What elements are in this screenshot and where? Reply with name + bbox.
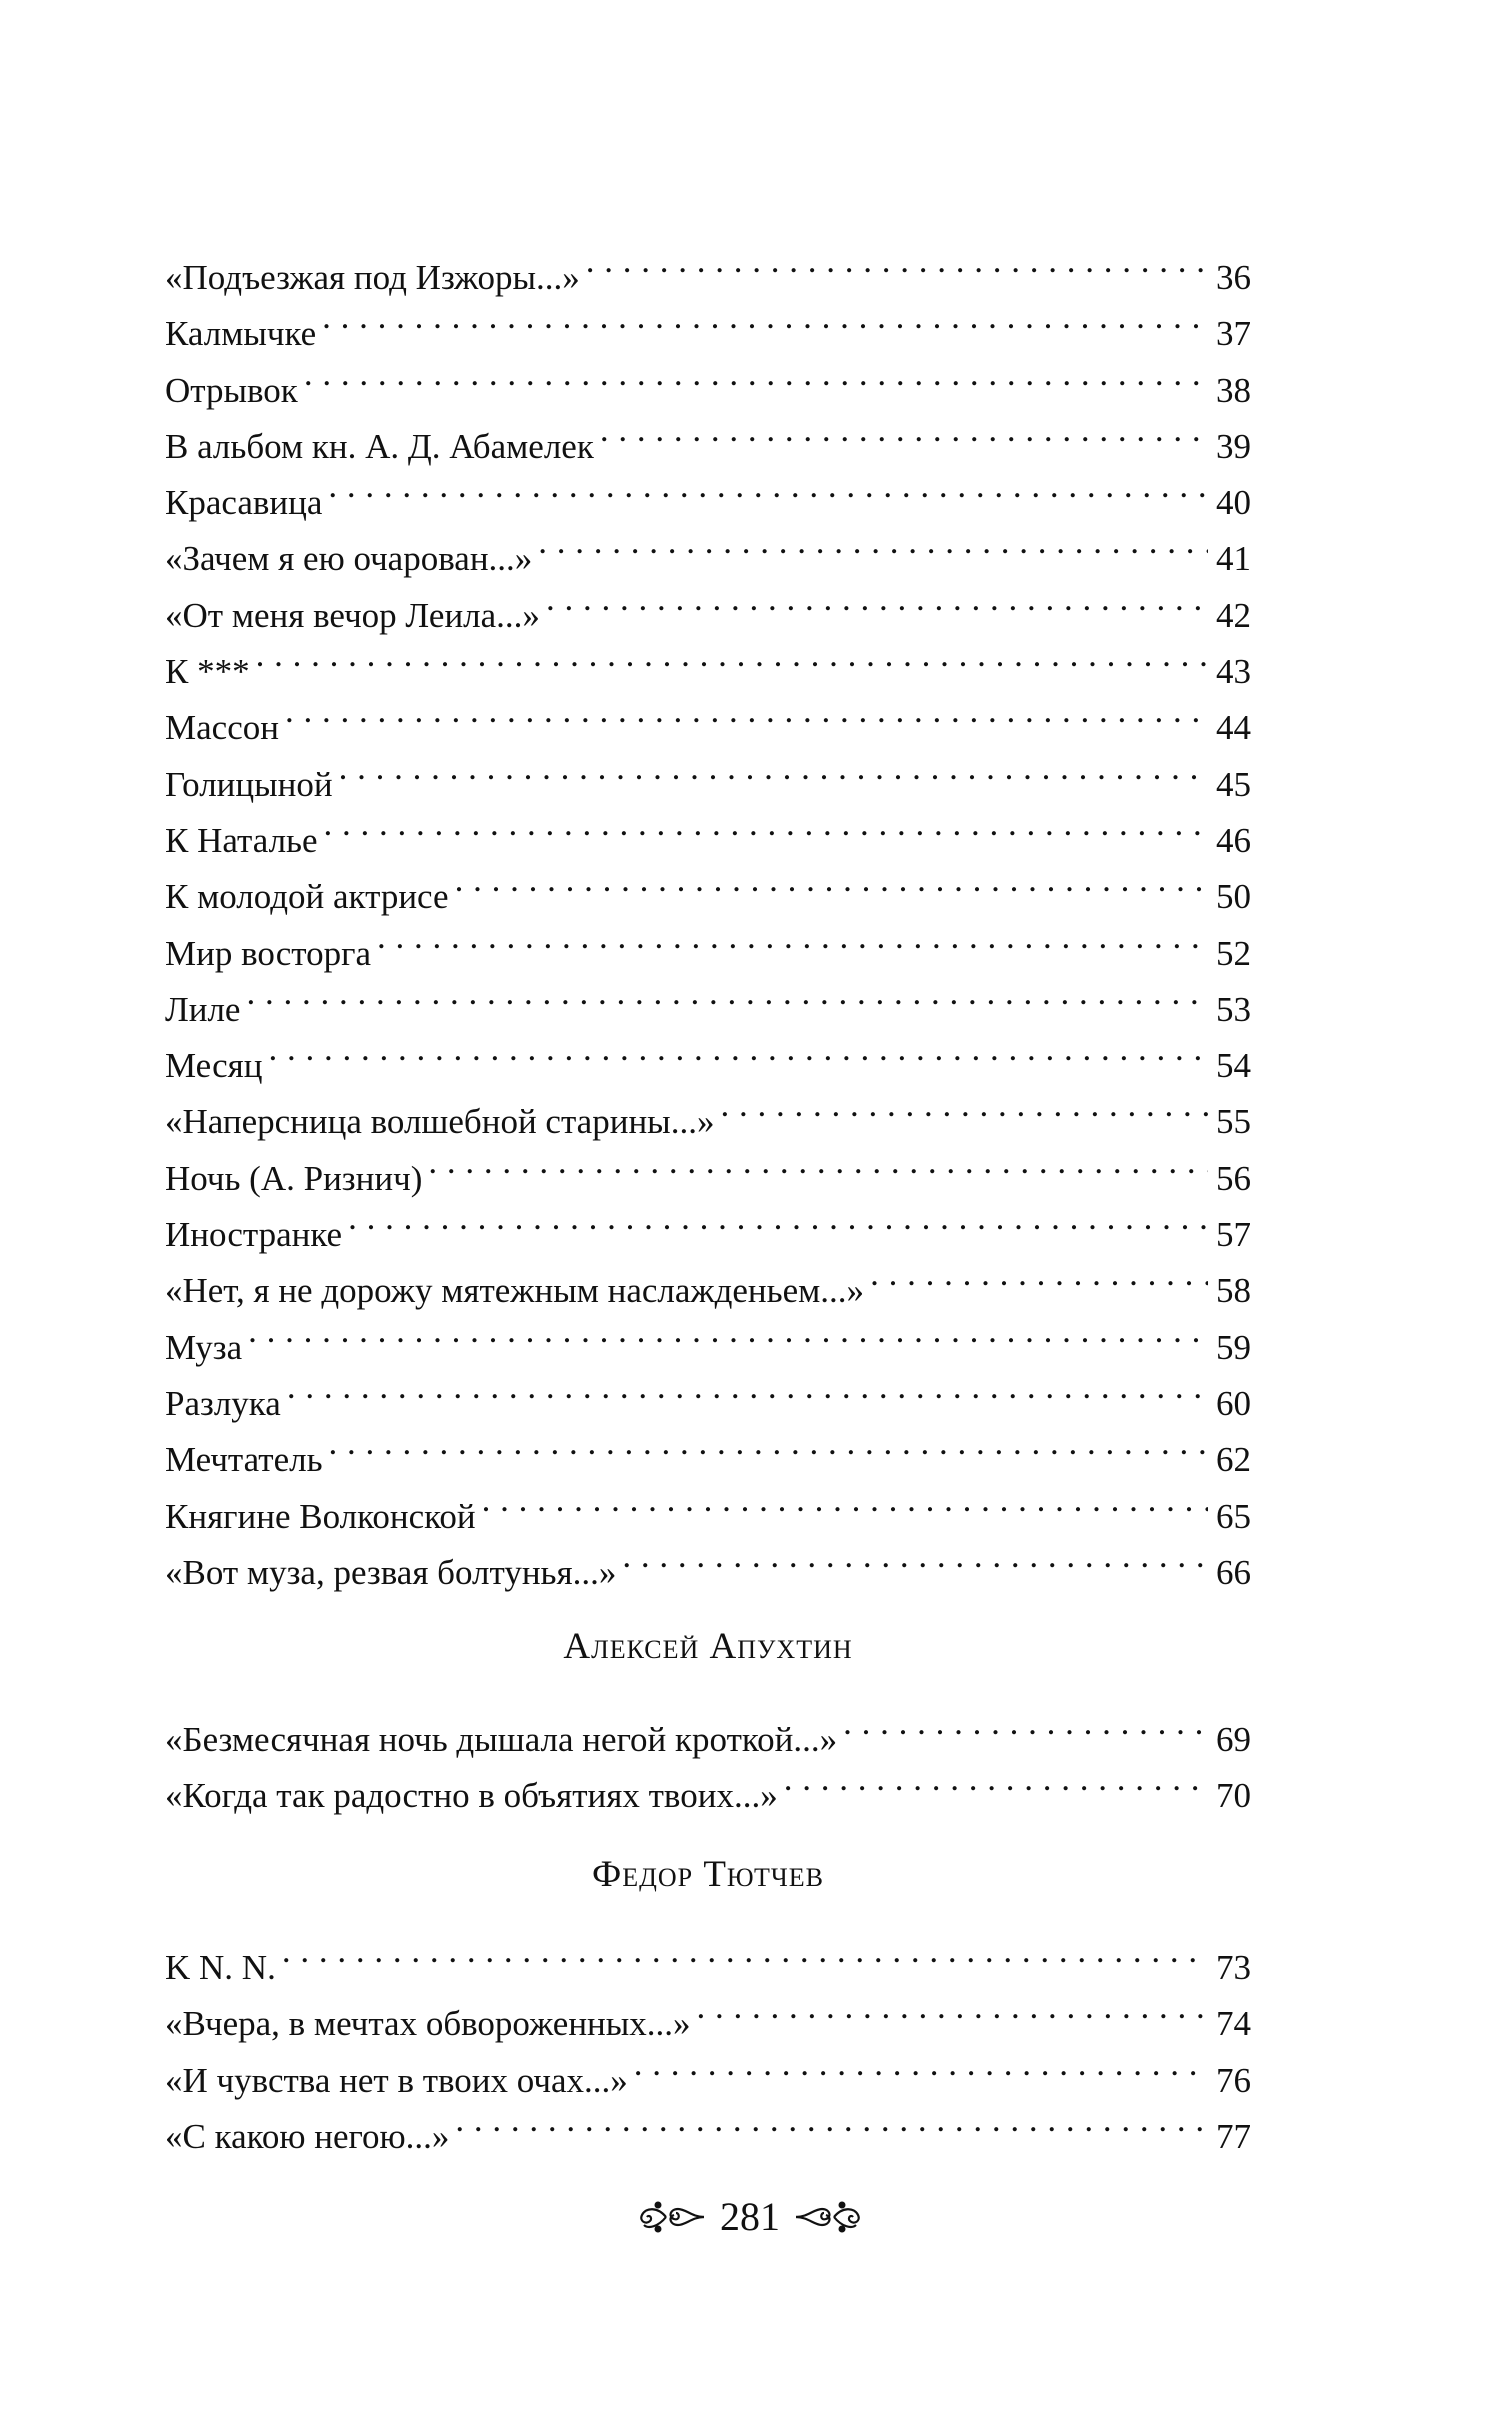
- dot-leader: [285, 683, 1208, 739]
- dot-leader: [322, 289, 1208, 345]
- toc-entry-page-number: 43: [1216, 652, 1251, 692]
- toc-entry-title: Калмычке: [165, 314, 317, 354]
- dot-leader: [339, 740, 1208, 796]
- dot-leader: [304, 346, 1208, 402]
- toc-entry-page-number: 36: [1216, 258, 1251, 297]
- dot-leader: [697, 1979, 1208, 2035]
- dot-leader: [843, 1695, 1208, 1751]
- toc-entry-title: К молодой актрисе: [165, 877, 449, 917]
- toc-entry-title: «От меня вечор Леила...»: [165, 595, 540, 635]
- toc-entry-page-number: 76: [1216, 2060, 1251, 2100]
- toc-entry: [165, 402, 1251, 466]
- toc-entry-page-number: 66: [1216, 1552, 1251, 1592]
- page-number: 281: [720, 2194, 780, 2239]
- toc-entry-title: Мир восторга: [165, 933, 372, 973]
- toc-entry: [165, 1303, 1251, 1367]
- toc-entry-title: Иностранке: [165, 1215, 343, 1255]
- dot-leader: [256, 627, 1208, 683]
- toc-entry: [165, 965, 1251, 1029]
- toc-entry-title: Месяц: [165, 1046, 263, 1086]
- toc-entry: [165, 1077, 1251, 1142]
- toc-entry: [165, 1021, 1251, 1086]
- toc-entry-title: Голицыной: [165, 764, 333, 804]
- toc-entry: [165, 1979, 1251, 2044]
- dot-leader: [428, 1134, 1208, 1190]
- toc-entry-title: Мечтатель: [165, 1440, 323, 1480]
- toc-entry: [165, 796, 1251, 860]
- dot-leader: [328, 458, 1208, 514]
- toc-entry-page-number: 45: [1216, 764, 1251, 804]
- toc-entry-page-number: 54: [1216, 1046, 1251, 1086]
- dot-leader: [248, 1303, 1208, 1359]
- dot-leader: [870, 1246, 1208, 1302]
- toc-entry-page-number: 74: [1216, 2004, 1251, 2044]
- toc-entry-title: Княгине Волконской: [165, 1496, 476, 1536]
- toc-entry-page-number: 57: [1216, 1215, 1251, 1255]
- dot-leader: [538, 514, 1208, 570]
- dot-leader: [282, 1923, 1208, 1979]
- toc-entry: [165, 1359, 1251, 1423]
- toc-entry-page-number: 53: [1216, 989, 1251, 1029]
- toc-entry: [165, 233, 1251, 297]
- dot-leader: [600, 402, 1208, 458]
- toc-entry: [165, 289, 1251, 354]
- toc-entry-title: «Безмесячная ночь дышала негой кроткой...»: [165, 1720, 838, 1759]
- dot-leader: [377, 909, 1208, 965]
- dot-leader: [268, 1021, 1208, 1077]
- toc-entry-page-number: 69: [1216, 1720, 1251, 1759]
- toc-entry-page-number: 60: [1216, 1383, 1251, 1423]
- toc-entry-title: К Наталье: [165, 820, 318, 860]
- toc-entry-page-number: 42: [1216, 595, 1251, 635]
- toc-entry-page-number: 70: [1216, 1776, 1251, 1816]
- toc-entry-page-number: 44: [1216, 708, 1251, 748]
- toc-entry: [165, 683, 1251, 748]
- toc-entry-page-number: 38: [1216, 370, 1251, 410]
- dot-leader: [784, 1751, 1208, 1807]
- toc-entry-title: «Наперсница волшебной старины...»: [165, 1102, 715, 1142]
- toc-entry-title: «Вот муза, резвая болтунья...»: [165, 1552, 617, 1592]
- toc-entry-title: Массон: [165, 708, 279, 748]
- toc-entry-page-number: 58: [1216, 1271, 1251, 1311]
- toc-entry-page-number: 59: [1216, 1327, 1251, 1367]
- dot-leader: [246, 965, 1208, 1021]
- toc-entry-page-number: 52: [1216, 933, 1251, 973]
- toc-entry: [165, 1695, 1251, 1759]
- dot-leader: [455, 2092, 1208, 2148]
- toc-list-apukhtin: [165, 1695, 1251, 1816]
- toc-entry-title: В альбом кн. А. Д. Абамелек: [165, 426, 594, 466]
- toc-entry-title: «Зачем я ею очарован...»: [165, 539, 533, 579]
- toc-entry-page-number: 41: [1216, 539, 1251, 579]
- toc-entry-title: Разлука: [165, 1383, 281, 1423]
- toc-entry-page-number: 56: [1216, 1158, 1251, 1198]
- dot-leader: [348, 1190, 1208, 1246]
- toc-entry-title: «Нет, я не дорожу мятежным наслажденьем...»: [165, 1271, 865, 1311]
- toc-entry-page-number: 37: [1216, 314, 1251, 354]
- dot-leader: [482, 1472, 1208, 1528]
- toc-entry-title: «И чувства нет в твоих очах...»: [165, 2060, 628, 2100]
- section-heading-tyutchev: Федор Тютчев: [591, 1854, 824, 1895]
- toc-entry-page-number: 46: [1216, 820, 1251, 860]
- toc-entry-page-number: 55: [1216, 1102, 1251, 1142]
- dot-leader: [634, 2036, 1208, 2092]
- toc-entry: [165, 1923, 1251, 1987]
- toc-entry-title: Муза: [165, 1327, 243, 1367]
- dot-leader: [720, 1077, 1208, 1133]
- dot-leader: [622, 1528, 1208, 1584]
- flourish-ornament-icon: [794, 2197, 864, 2237]
- toc-entry: [165, 458, 1251, 523]
- toc-entry-title: Отрывок: [165, 370, 298, 410]
- toc-entry-title: Лиле: [165, 989, 241, 1029]
- toc-entry-title: «Вчера, в мечтах обвороженных...»: [165, 2004, 691, 2044]
- dot-leader: [546, 571, 1208, 627]
- toc-entry-title: K N. N.: [165, 1948, 276, 1987]
- toc-entry-page-number: 77: [1216, 2116, 1251, 2156]
- toc-entry-title: Ночь (А. Ризнич): [165, 1158, 423, 1198]
- flourish-ornament-icon: [636, 2197, 706, 2237]
- dot-leader: [324, 796, 1208, 852]
- dot-leader: [329, 1415, 1208, 1471]
- toc-entry-page-number: 62: [1216, 1440, 1251, 1480]
- dot-leader: [455, 852, 1208, 908]
- toc-entry: [165, 1415, 1251, 1480]
- toc-entry: [165, 346, 1251, 410]
- toc-entry-page-number: 39: [1216, 426, 1251, 466]
- toc-entry-title: Красавица: [165, 483, 323, 523]
- toc-entry-title: «Когда так радостно в объятиях твоих...»: [165, 1776, 778, 1816]
- toc-entry-title: «Подъезжая под Изжоры...»: [165, 258, 580, 297]
- toc-entry-page-number: 50: [1216, 877, 1251, 917]
- toc-entry: [165, 740, 1251, 804]
- toc-list-pushkin: [165, 233, 1251, 1592]
- toc-entry: [165, 627, 1251, 692]
- section-heading-apukhtin: Алексей Апухтин: [563, 1626, 853, 1667]
- toc-entry-page-number: 65: [1216, 1496, 1251, 1536]
- toc-entry: [165, 852, 1251, 917]
- page-footer: [0, 2192, 1500, 2242]
- toc-entry-page-number: 73: [1216, 1948, 1251, 1987]
- dot-leader: [586, 233, 1208, 289]
- toc-entry-title: «С какою негою...»: [165, 2116, 450, 2156]
- toc-entry-title: К ***: [165, 652, 250, 692]
- toc-entry-page-number: 40: [1216, 483, 1251, 523]
- toc-list-tyutchev: [165, 1923, 1251, 2156]
- dot-leader: [287, 1359, 1208, 1415]
